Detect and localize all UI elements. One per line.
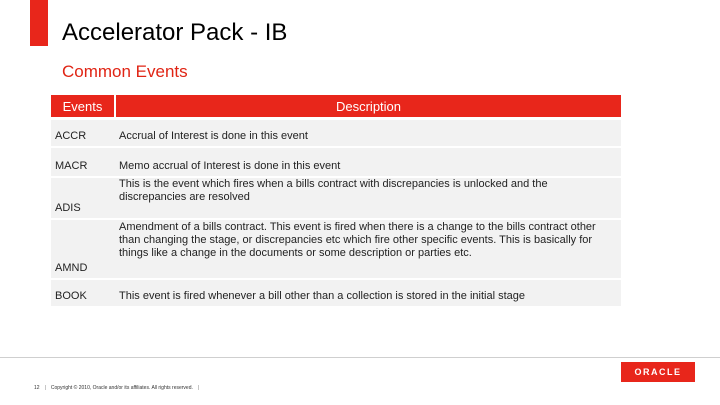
slide-title: Accelerator Pack - IB	[62, 19, 288, 46]
footer-divider	[0, 357, 720, 358]
event-code: ADIS	[55, 201, 81, 214]
event-code: BOOK	[55, 289, 87, 302]
accent-bar	[30, 0, 48, 46]
header-events: Events	[51, 95, 114, 117]
event-code: ACCR	[55, 129, 87, 142]
copyright-text: Copyright © 2010, Oracle and/or its affiliates. All rights reserved.	[50, 385, 193, 391]
page-number: 12	[34, 385, 40, 391]
slide-subtitle: Common Events	[62, 62, 188, 81]
event-code: AMND	[55, 261, 88, 274]
oracle-logo: ORACLE	[621, 362, 695, 382]
header-description: Description	[116, 95, 621, 117]
event-code: MACR	[55, 159, 88, 172]
event-description: Memo accrual of Interest is done in this event	[119, 159, 341, 172]
event-description: Amendment of a bills contract. This event is fired when there is a change to the bills contract other than changing the stage, or discrepancies etc which fire other specific events. This is basically for things like a change in the documents or some description or parties etc.	[119, 221, 596, 260]
table-row	[51, 220, 621, 278]
footer-separator: |	[197, 385, 200, 391]
table-row	[51, 120, 621, 146]
events-table	[51, 95, 621, 306]
footer-separator: |	[44, 385, 46, 391]
event-description: Accrual of Interest is done in this event	[119, 129, 308, 142]
table-row	[51, 280, 621, 306]
event-description: This event is fired whenever a bill other than a collection is stored in the initial stage	[119, 289, 525, 302]
table-row	[51, 148, 621, 176]
event-description: This is the event which fires when a bills contract with discrepancies is unlocked and the discrepancies are resolved	[119, 178, 548, 204]
footer	[34, 385, 199, 391]
table-row	[51, 178, 621, 218]
table-header	[51, 95, 621, 117]
